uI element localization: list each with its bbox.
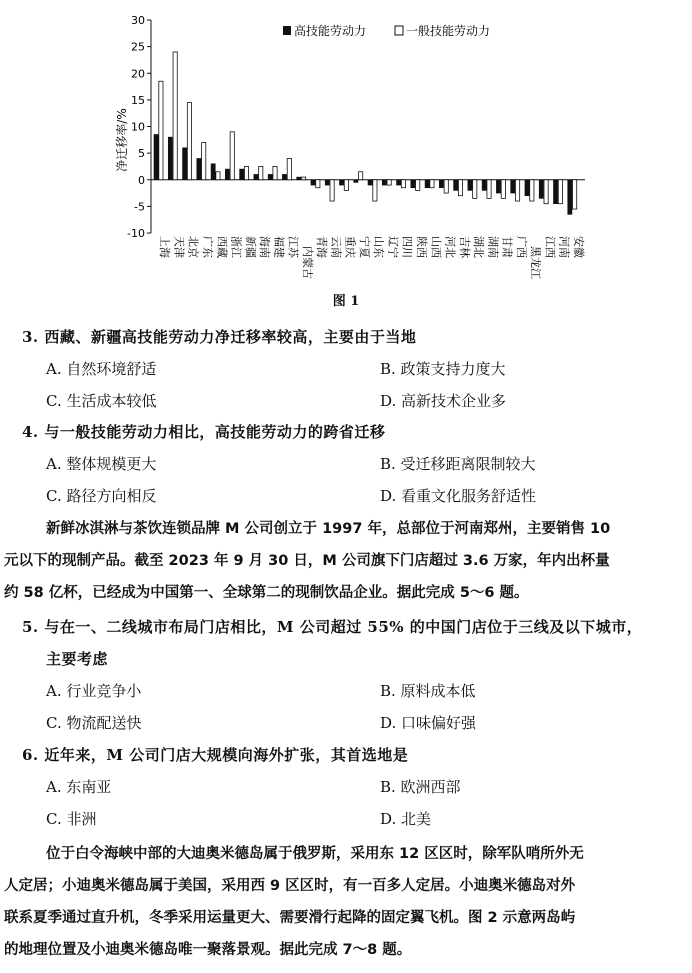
bar-general-skill bbox=[202, 142, 206, 179]
bar-high-skill bbox=[397, 180, 401, 185]
category-label: 重庆 bbox=[343, 236, 357, 258]
bar-general-skill bbox=[373, 180, 377, 201]
category-label: 黑龙江 bbox=[529, 246, 543, 279]
bar-general-skill bbox=[173, 52, 177, 180]
bar-general-skill bbox=[473, 180, 477, 199]
bar-high-skill bbox=[225, 169, 229, 180]
chart-axes bbox=[127, 14, 585, 240]
bar-general-skill bbox=[244, 166, 248, 179]
bar-general-skill bbox=[430, 180, 434, 188]
bar-high-skill bbox=[339, 180, 343, 185]
category-label: 湖南 bbox=[486, 236, 500, 258]
bar-general-skill bbox=[558, 180, 562, 204]
category-label: 广西 bbox=[514, 236, 528, 258]
question-5-stem-cont: 主要考虑 bbox=[46, 650, 109, 668]
category-label: 吉林 bbox=[457, 236, 471, 258]
category-label: 内蒙古 bbox=[300, 246, 314, 279]
category-label: 安徽 bbox=[571, 236, 585, 258]
legend-swatch-high-skill bbox=[283, 26, 291, 35]
bar-high-skill bbox=[482, 180, 486, 191]
question-4-option-c[interactable]: C. 路径方向相反 bbox=[46, 487, 157, 505]
question-4-option-a[interactable]: A. 整体规模更大 bbox=[46, 455, 157, 473]
question-3-option-d[interactable]: D. 高新技术企业多 bbox=[380, 392, 507, 410]
bar-high-skill bbox=[197, 158, 201, 179]
passage-line: 位于白令海峡中部的大迪奥米德岛属于俄罗斯，采用东 12 区区时，除军队哨所外无 bbox=[46, 846, 584, 862]
category-label: 福建 bbox=[272, 236, 286, 258]
category-label: 新疆 bbox=[243, 236, 257, 258]
question-3-option-a[interactable]: A. 自然环境舒适 bbox=[46, 360, 157, 378]
legend-label-high-skill: 高技能劳动力 bbox=[294, 24, 367, 38]
category-label: 上海 bbox=[158, 236, 172, 258]
bar-high-skill bbox=[382, 180, 386, 185]
category-label: 天津 bbox=[172, 236, 186, 258]
category-label: 辽宁 bbox=[386, 236, 400, 258]
question-6-option-b[interactable]: B. 欧洲西部 bbox=[380, 778, 461, 796]
bar-high-skill bbox=[254, 174, 258, 179]
bar-high-skill bbox=[282, 174, 286, 179]
bar-high-skill bbox=[154, 134, 158, 179]
bar-general-skill bbox=[515, 180, 519, 201]
category-label: 江苏 bbox=[286, 236, 300, 258]
category-label: 西藏 bbox=[215, 236, 229, 258]
bar-high-skill bbox=[325, 180, 329, 185]
bar-general-skill bbox=[530, 180, 534, 201]
y-tick-label: 15 bbox=[131, 93, 145, 107]
passage-line: 人定居；小迪奥米德岛属于美国，采用西 9 区区时，有一百多人定居。小迪奥米德岛对外 bbox=[4, 878, 576, 894]
y-tick-label: 0 bbox=[138, 173, 145, 187]
y-tick-label: 20 bbox=[131, 67, 145, 81]
question-6-option-a[interactable]: A. 东南亚 bbox=[46, 778, 112, 796]
bar-general-skill bbox=[316, 180, 320, 188]
category-label: 陕西 bbox=[415, 236, 428, 258]
bar-general-skill bbox=[344, 180, 348, 191]
bar-high-skill bbox=[268, 174, 272, 179]
bar-high-skill bbox=[311, 180, 315, 185]
question-6-stem: 6. 近年来，M 公司门店大规模向海外扩张，其首选地是 bbox=[22, 746, 409, 764]
category-label: 浙江 bbox=[229, 236, 243, 258]
chart-category-labels bbox=[158, 236, 586, 279]
category-label: 甘肃 bbox=[500, 236, 514, 258]
passage-line: 新鲜冰淇淋与茶饮连锁品牌 M 公司创立于 1997 年，总部位于河南郑州，主要销售 10 bbox=[46, 521, 611, 537]
passage-line: 约 58 亿杯，已经成为中国第一、全球第二的现制饮品企业。据此完成 5～6 题。 bbox=[4, 585, 529, 601]
bar-general-skill bbox=[273, 166, 277, 179]
category-label: 宁夏 bbox=[357, 236, 371, 258]
passage-line: 联系夏季通过直升机，冬季采用运量更大、需要滑行起降的固定翼飞机。图 2 示意两岛屿 bbox=[4, 910, 576, 926]
category-label: 山西 bbox=[429, 236, 443, 258]
y-tick-label: 5 bbox=[138, 147, 145, 161]
bar-high-skill bbox=[539, 180, 543, 199]
category-label: 湖北 bbox=[472, 236, 486, 258]
category-label: 河北 bbox=[443, 236, 457, 258]
y-tick-label: 10 bbox=[131, 120, 145, 134]
question-6-option-c[interactable]: C. 非洲 bbox=[46, 810, 97, 828]
question-6-option-d[interactable]: D. 北美 bbox=[380, 810, 432, 828]
category-label: 广东 bbox=[201, 236, 214, 258]
bar-high-skill bbox=[354, 180, 358, 183]
y-axis-label: 净迁移率/% bbox=[115, 108, 129, 172]
bar-general-skill bbox=[501, 180, 505, 199]
chart-bars bbox=[154, 52, 577, 214]
passage-line: 的地理位置及小迪奥米德岛唯一聚落景观。据此完成 7～8 题。 bbox=[4, 942, 412, 958]
question-5-option-b[interactable]: B. 原料成本低 bbox=[380, 682, 476, 700]
bar-high-skill bbox=[368, 180, 372, 185]
bar-general-skill bbox=[216, 172, 220, 180]
bar-high-skill bbox=[525, 180, 529, 196]
y-tick-label: 25 bbox=[131, 40, 145, 54]
bar-general-skill bbox=[458, 180, 462, 196]
bar-high-skill bbox=[240, 169, 244, 180]
bar-general-skill bbox=[259, 166, 263, 179]
question-5-option-a[interactable]: A. 行业竞争小 bbox=[46, 682, 142, 700]
bar-general-skill bbox=[487, 180, 491, 199]
bar-high-skill bbox=[454, 180, 458, 191]
y-tick-label: 30 bbox=[131, 14, 145, 27]
bar-general-skill bbox=[387, 180, 391, 185]
bar-high-skill bbox=[183, 148, 187, 180]
question-5-option-d[interactable]: D. 口味偏好强 bbox=[380, 714, 477, 732]
migration-rate-bar-chart bbox=[0, 0, 692, 290]
question-3-option-c[interactable]: C. 生活成本较低 bbox=[46, 392, 157, 410]
bar-general-skill bbox=[401, 180, 405, 188]
question-4-option-d[interactable]: D. 看重文化服务舒适性 bbox=[380, 487, 537, 505]
bar-general-skill bbox=[159, 81, 163, 180]
bar-general-skill bbox=[444, 180, 448, 193]
bar-general-skill bbox=[573, 180, 577, 209]
bar-high-skill bbox=[511, 180, 515, 193]
bar-general-skill bbox=[359, 172, 363, 180]
legend-swatch-general-skill bbox=[395, 26, 403, 35]
question-4-option-b[interactable]: B. 受迁移距离限制较大 bbox=[380, 455, 536, 473]
y-tick-label: -10 bbox=[127, 227, 145, 240]
question-5-option-c[interactable]: C. 物流配送快 bbox=[46, 714, 142, 732]
bar-general-skill bbox=[187, 103, 191, 180]
bar-high-skill bbox=[468, 180, 472, 191]
category-label: 江西 bbox=[543, 236, 557, 258]
figure-caption: 图 1 bbox=[332, 294, 360, 309]
category-label: 河南 bbox=[557, 236, 571, 258]
bar-high-skill bbox=[425, 180, 429, 188]
bar-high-skill bbox=[553, 180, 557, 204]
question-5-stem: 5. 与在一、二线城市布局门店相比，M 公司超过 55% 的中国门店位于三线及以下城市， bbox=[22, 618, 643, 636]
question-3-option-b[interactable]: B. 政策支持力度大 bbox=[380, 360, 506, 378]
bar-general-skill bbox=[416, 180, 420, 191]
bar-general-skill bbox=[330, 180, 334, 201]
passage-line: 元以下的现制产品。截至 2023 年 9 月 30 日，M 公司旗下门店超过 3.6 万家，年内出杯量 bbox=[4, 553, 610, 569]
bar-high-skill bbox=[211, 164, 215, 180]
category-label: 北京 bbox=[186, 236, 200, 258]
bar-high-skill bbox=[168, 137, 172, 180]
question-3-stem: 3. 西藏、新疆高技能劳动力净迁移率较高，主要由于当地 bbox=[22, 328, 417, 346]
bar-general-skill bbox=[544, 180, 548, 204]
y-tick-label: -5 bbox=[134, 200, 145, 214]
bar-general-skill bbox=[287, 158, 291, 179]
category-label: 青海 bbox=[315, 236, 329, 258]
bar-high-skill bbox=[439, 180, 443, 188]
bar-high-skill bbox=[411, 180, 415, 188]
question-4-stem: 4. 与一般技能劳动力相比，高技能劳动力的跨省迁移 bbox=[22, 423, 386, 441]
bar-high-skill bbox=[568, 180, 572, 215]
category-label: 山东 bbox=[372, 236, 386, 258]
bar-high-skill bbox=[496, 180, 500, 193]
category-label: 海南 bbox=[258, 236, 272, 258]
bar-general-skill bbox=[301, 177, 305, 180]
legend-label-general-skill: 一般技能劳动力 bbox=[406, 24, 491, 38]
category-label: 云南 bbox=[329, 236, 343, 258]
category-label: 四川 bbox=[400, 236, 414, 258]
bar-general-skill bbox=[230, 132, 234, 180]
chart-legend bbox=[283, 23, 490, 38]
bar-high-skill bbox=[297, 177, 301, 180]
